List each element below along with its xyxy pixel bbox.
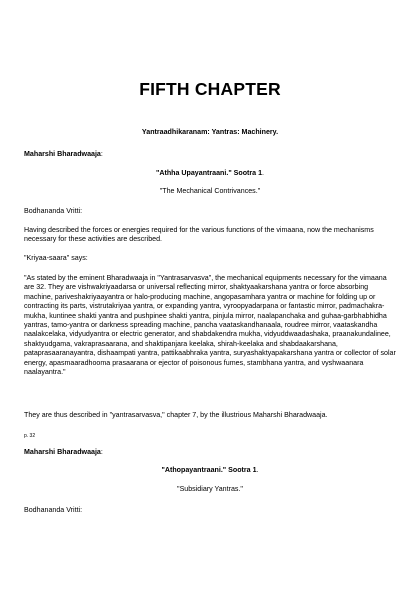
speaker-name-2: Maharshi Bharadwaaja: [24, 448, 101, 456]
sootra-text-2: "Athopayantraani.": [161, 466, 227, 474]
quote-paragraph: "As stated by the eminent Bharadwaaja in "Yantrasarvasva", the mechanical equipments necessary for the vimaana are 32. They are vishwakriyaadarsa or universal reflecting mirror, shaktyaakarshana yantra or force absorbing machine, pariveshakriyaayantra or halo-producing machine, angopasamhara yantra or machine for folding up or contracting its parts, vistrutakriyaa yantra, or expanding yantra, vyroopyadarpana or fantastic mirror, padmachakra-mukha, kuntinee shakti yantra and pushpinee shakti yantra, pinjula mirror, naalapanchaka and guhaa-garbhabhidha yantras, tamo-yantra or darkness spreading machine, pancha vaataskandhanaala, roudree mirror, vaataskandha naalakcelaka, vidyudyantra or electric generator, and shabdakendra mukha, vidyuddwaadashaka, praanakundalinee, shaktyudgama, vakraprasaarana, and shaktipanjara keelaka, shirah-keelaka and shabdaakarshana, pataprasaaranayantra, dishaampati yantra, pattikaabhraka yantra, suryashaktyapakarshana yantra or collector of solar energy, apasmaaradhooma prasaarana or ejector of poisonous fumes, stambhana yantra, and vyshwaanara naalayantra.": [24, 274, 396, 377]
page-marker: p. 32: [24, 433, 36, 439]
source-says: "Kriyaa-saara" says:: [24, 254, 88, 262]
commentary-label-2: Bodhananda Vritti:: [24, 506, 83, 514]
closing-paragraph: They are thus described in "yantrasarvasva," chapter 7, by the illustrious Maharshi Bharadwaaja.: [24, 411, 328, 419]
sootra-translation-2: "Subsidiary Yantras.": [177, 485, 243, 493]
speaker-line: [24, 150, 396, 159]
sootra-number-2: Sootra 1: [226, 466, 257, 474]
sootra-text: "Athha Upayantraani.": [155, 169, 232, 177]
intro-paragraph: Having described the forces or energies required for the various functions of the vimaana, now the mechanisms necessary for these activities are described.: [24, 226, 374, 244]
sootra-line: [24, 169, 396, 178]
commentary-label: Bodhananda Vritti:: [24, 207, 83, 215]
section-heading: Yantraadhikaranam: Yantras: Machinery.: [141, 128, 279, 136]
speaker-name: Maharshi Bharadwaaja: [24, 150, 101, 158]
chapter-title: FIFTH CHAPTER: [139, 79, 281, 99]
sootra-line-2: [24, 466, 396, 475]
sootra-period: .: [262, 169, 265, 177]
speaker-colon-2: :: [100, 448, 103, 456]
speaker-colon: :: [100, 150, 103, 158]
sootra-number: Sootra 1: [231, 169, 263, 177]
sootra-translation: "The Mechanical Contrivances.": [159, 187, 261, 195]
speaker-line-2: [24, 448, 396, 457]
sootra-period-2: .: [256, 466, 259, 474]
